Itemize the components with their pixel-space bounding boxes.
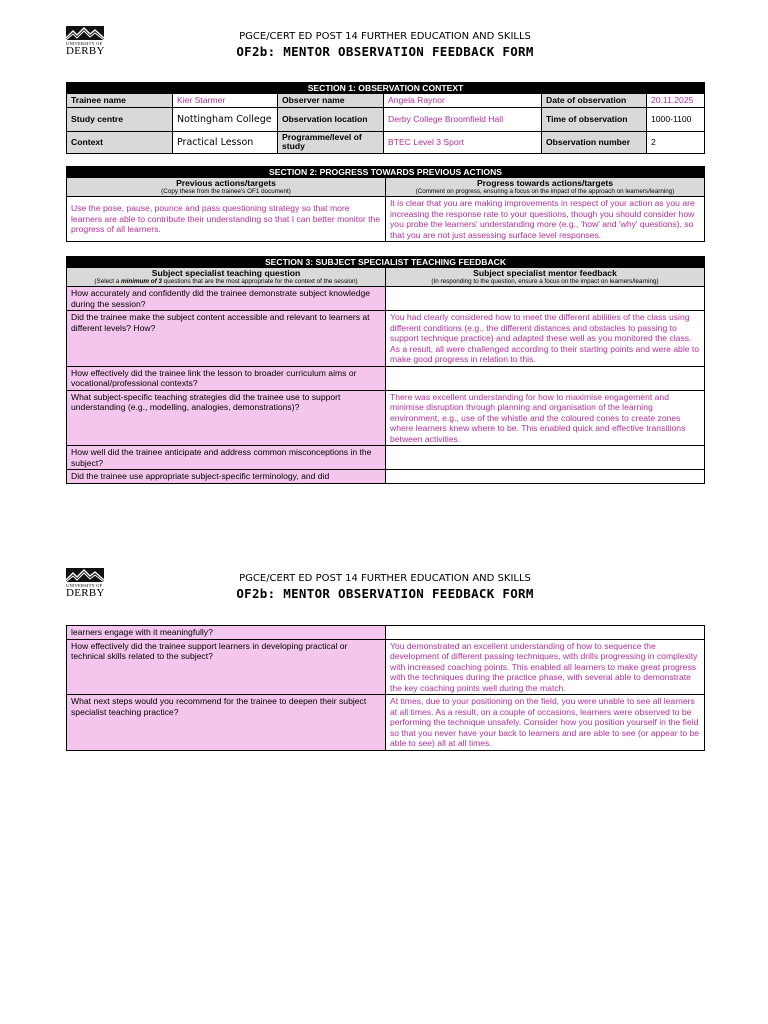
section2-table — [66, 166, 705, 242]
time-label: Time of observation — [542, 107, 647, 131]
logo-derby-text: DERBY — [66, 45, 105, 57]
feedback-cell[interactable]: At times, due to your positioning on the field, you were unable to see all learners at all times. As a result, on a couple of occasions, learners were observed to be performing the technique unsafely. Consider how you position yourself in the field so that you never have your back to learners and are able to see (or appear to be able to see) all at all times. — [386, 695, 705, 751]
form-programme-title: PGCE/CERT ED POST 14 FURTHER EDUCATION AND SKILLS — [239, 573, 531, 584]
question-cell: Did the trainee use appropriate subject-specific terminology, and did — [67, 470, 386, 484]
observation-number-value[interactable]: 2 — [647, 131, 705, 153]
observer-name-label: Observer name — [278, 94, 384, 108]
section1-title: SECTION 1: OBSERVATION CONTEXT — [67, 83, 705, 94]
previous-action-text[interactable]: Use the pose, pause, pounce and pass questioning strategy so that more learners are able to contribute their understanding so that I can better monitor the progress of all learners. — [67, 197, 386, 242]
question-cell: How effectively did the trainee link the lesson to broader curriculum aims or vocational/professional contexts? — [67, 366, 386, 390]
feedback-cell[interactable] — [386, 470, 705, 484]
study-centre-value[interactable]: Nottingham College — [173, 107, 278, 131]
question-cell: What subject-specific teaching strategies did the trainee use to support understanding (e.g., modelling, analogies, demonstrations)? — [67, 390, 386, 446]
question-cell: Did the trainee make the subject content accessible and relevant to learners at different levels? How? — [67, 311, 386, 367]
logo-university-text: UNIVERSITY OF — [66, 583, 103, 588]
section1-table — [66, 82, 705, 154]
date-value[interactable]: 20.11.2025 — [647, 94, 705, 108]
feedback-cell[interactable] — [386, 446, 705, 470]
logo-university-text: UNIVERSITY OF — [66, 41, 103, 46]
section3-table — [66, 256, 705, 484]
question-cell: How well did the trainee anticipate and address common misconceptions in the subject? — [67, 446, 386, 470]
table-row — [67, 626, 705, 640]
progress-subtitle: (Comment on progress, ensuring a focus on the impact of the approach on learners/learning) — [415, 188, 675, 195]
question-cell: learners engage with it meaningfully? — [67, 626, 386, 640]
feedback-cell[interactable] — [386, 287, 705, 311]
feedback-cell[interactable] — [386, 366, 705, 390]
trainee-name-value[interactable]: Kier Starmer — [173, 94, 278, 108]
progress-text[interactable]: It is clear that you are making improvements in respect of your action as you are increasing the response rate to your questions, though you should consider how you probe the learners' understanding more (e.g., 'how' and 'why' questions), so that you are not just assessing surface level responses. — [386, 197, 705, 242]
previous-actions-header — [67, 178, 386, 197]
table-row — [67, 446, 705, 470]
table-row — [67, 639, 705, 695]
table-row — [67, 470, 705, 484]
feedback-cell[interactable]: There was excellent understanding for how to maximise engagement and minimise disruption through planning and organisation of the learning environment, e.g., use of the whistle and the coloured cones to create zones where learners knew where to be. This enabled quick and effective transitions between activities. — [386, 390, 705, 446]
table-row — [67, 390, 705, 446]
teaching-question-header — [67, 268, 386, 287]
table-row — [67, 287, 705, 311]
trainee-name-label: Trainee name — [67, 94, 173, 108]
table-row — [67, 311, 705, 367]
feedback-cell[interactable]: You demonstrated an excellent understanding of how to sequence the development of different passing techniques, with drills progressing in complexity with increased coaching points. This enabled all learners to make great progress with the techniques during the practice phase, with several able to demonstrate the key coaching points well during the match. — [386, 639, 705, 695]
progress-title: Progress towards actions/targets — [476, 178, 614, 188]
section3-title: SECTION 3: SUBJECT SPECIALIST TEACHING FEEDBACK — [67, 257, 705, 268]
observation-location-label: Observation location — [278, 107, 384, 131]
observation-location-value[interactable]: Derby College Broomfield Hall — [384, 107, 542, 131]
mentor-feedback-header — [386, 268, 705, 287]
form-programme-title: PGCE/CERT ED POST 14 FURTHER EDUCATION AND SKILLS — [239, 31, 531, 42]
question-cell: What next steps would you recommend for the trainee to deepen their subject specialist teaching practice? — [67, 695, 386, 751]
context-value[interactable]: Practical Lesson — [173, 131, 278, 153]
feedback-cell[interactable] — [386, 626, 705, 640]
table-row — [67, 366, 705, 390]
question-cell: How accurately and confidently did the trainee demonstrate subject knowledge during the session? — [67, 287, 386, 311]
section3-continued-table — [66, 625, 705, 751]
teaching-question-subtitle: (Select a minimum of 3 questions that are the most appropriate for the context of the session) — [94, 278, 358, 285]
mentor-feedback-subtitle: (In responding to the question, ensure a focus on the impact on learners/learning) — [431, 278, 659, 285]
date-label: Date of observation — [542, 94, 647, 108]
form-title: OF2b: MENTOR OBSERVATION FEEDBACK FORM — [236, 586, 534, 601]
section2-title: SECTION 2: PROGRESS TOWARDS PREVIOUS ACTIONS — [67, 167, 705, 178]
previous-actions-subtitle: (Copy these from the trainee's OF1 document) — [161, 188, 291, 195]
programme-label: Programme/level of study — [278, 131, 384, 153]
observation-number-label: Observation number — [542, 131, 647, 153]
study-centre-label: Study centre — [67, 107, 173, 131]
previous-actions-title: Previous actions/targets — [176, 178, 276, 188]
feedback-cell[interactable]: You had clearly considered how to meet the different abilities of the class using different conditions (e.g., the different distances and obstacles to passing to support technique practice) and adapted these well as you monitored the class. As a result, all were challenged according to their starting points and were able to make good progress in relation to this. — [386, 311, 705, 367]
logo-derby-text: DERBY — [66, 587, 105, 599]
mentor-feedback-title: Subject specialist mentor feedback — [473, 268, 617, 278]
context-label: Context — [67, 131, 173, 153]
question-cell: How effectively did the trainee support learners in developing practical or technical skills related to the subject? — [67, 639, 386, 695]
observer-name-value[interactable]: Angela Raynor — [384, 94, 542, 108]
teaching-question-title: Subject specialist teaching question — [151, 268, 301, 278]
time-value[interactable]: 1000-1100 — [647, 107, 705, 131]
programme-value[interactable]: BTEC Level 3 Sport — [384, 131, 542, 153]
progress-header — [386, 178, 705, 197]
form-title: OF2b: MENTOR OBSERVATION FEEDBACK FORM — [236, 44, 534, 59]
table-row — [67, 695, 705, 751]
